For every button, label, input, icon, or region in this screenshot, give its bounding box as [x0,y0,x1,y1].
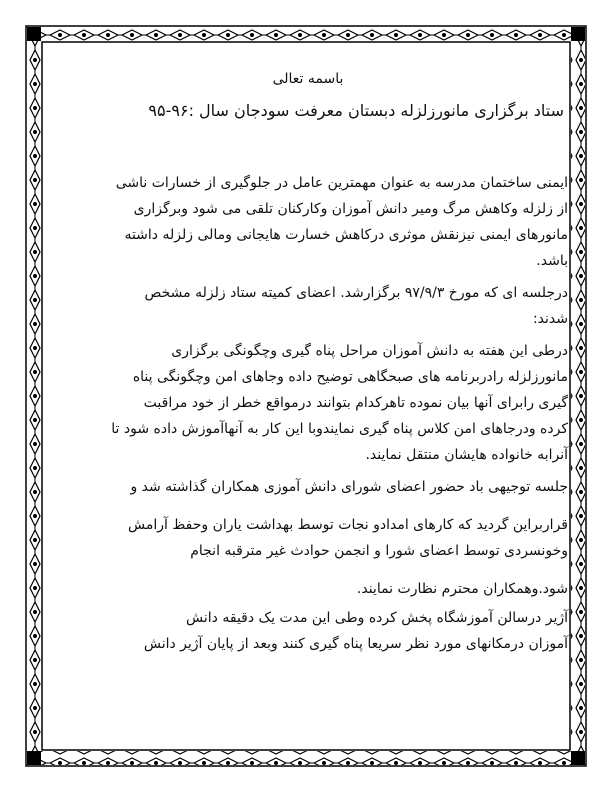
paragraph-line: آژیر درسالن آموزشگاه پخش کرده وطی این مدت یک دقیقه دانش [186,610,568,626]
paragraph-line: جلسه توجیهی باد حضور اعضای شورای دانش آموزی همکاران گذاشته شد و [130,479,568,495]
paragraph-line: شدند: [532,311,568,327]
document-body [48,66,568,689]
paragraph-4 [48,474,568,500]
paragraph-line: قراربراین گردید که کارهای امدادو نجات توسط بهداشت یاران وحفظ آرامش [128,517,568,533]
paragraph-line [48,657,568,683]
paragraph-line: شود.وهمکاران محترم نظارت نمایند. [356,581,568,597]
paragraph-line: وخونسردی توسط اعضای شورا و انجمن حوادث غیر مترقبه انجام [190,543,568,559]
basmala-heading: باسمه تعالی [272,71,344,87]
paragraph-line: گیری رابرای آنها بیان نموده تاهرکدام بتوانند درمواقع خطر از خود مراقبت [143,395,568,411]
paragraph-5 [48,512,568,564]
paragraph-line: ایمنی ساختمان مدرسه به عنوان مهمترین عامل در جلوگیری از خسارات ناشی [115,175,568,191]
paragraph-line: آموزان درمکانهای مورد نظر سریعا پناه گیری کنند وبعد از پایان آژیر دانش [143,636,568,652]
paragraph-3 [48,338,568,468]
paragraph-1 [48,170,568,274]
paragraph-line: درطی این هفته به دانش آموزان مراحل پناه گیری وچگونگی برگزاری [171,343,568,359]
paragraph-line: مانورهای ایمنی نیزنقش موثری درکاهش خسارت هایجانی ومالی زلزله داشته [124,227,568,243]
paragraph-line: باشد. [536,253,568,269]
paragraph-line: درجلسه ای که مورخ ۹۷/۹/۳ برگزارشد. اعضای کمیته ستاد زلزله مشخص [144,285,568,301]
paragraph-line: از زلزله وکاهش مرگ ومیر دانش آموزان وکارکنان تلقی می شود وبرگزاری [133,201,568,217]
document-title: ستاد برگزاری مانورزلزله دبستان معرفت سودجان سال :۹۶-۹۵ [148,101,564,120]
paragraph-line: کرده ودرجاهای امن کلاس پناه گیری نمایندوبا این کار به آنهاآموزش داده شود تا [111,421,568,437]
paragraph-line: مانورزلزله رادربرنامه های صبحگاهی توضیح داده وجاهای امن وچگونگی پناه [132,369,568,385]
paragraph-6 [48,576,568,602]
paragraph-2 [48,280,568,332]
paragraph-7 [48,605,568,683]
paragraph-line: آنرابه خانواده هایشان منتقل نمایند. [365,447,568,463]
